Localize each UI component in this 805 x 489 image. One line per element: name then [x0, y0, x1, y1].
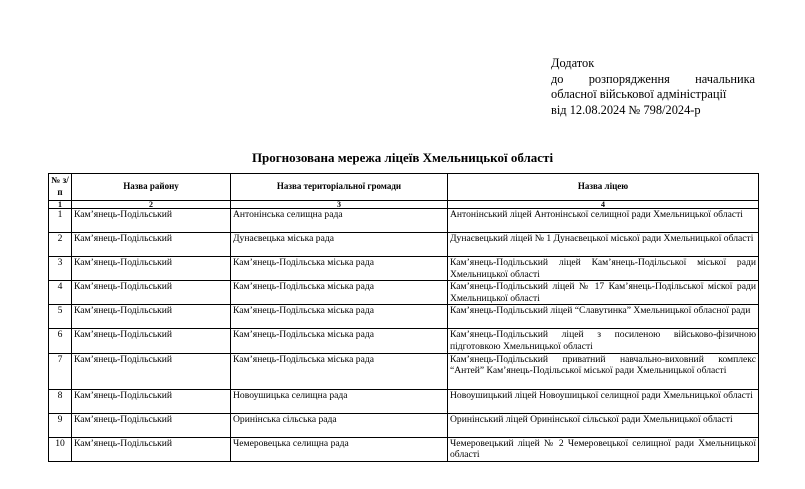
lyceum-cell: Дунаєвецький ліцей № 1 Дунаєвецької міської ради Хмельницької області	[448, 233, 759, 257]
district-cell: Кам’янець-Подільський	[72, 281, 231, 305]
column-number: 4	[448, 201, 759, 209]
row-number: 7	[49, 353, 72, 389]
community-cell: Кам’янець-Подільська міська рада	[231, 305, 448, 329]
row-number: 1	[49, 209, 72, 233]
table-row	[49, 233, 759, 257]
community-cell: Кам’янець-Подільська міська рада	[231, 329, 448, 353]
table-row	[49, 305, 759, 329]
column-number: 2	[72, 201, 231, 209]
lyceum-cell: Кам’янець-Подільський ліцей “Славутинка” Хмельницької обласної ради	[448, 305, 759, 329]
community-cell: Кам’янець-Подільська міська рада	[231, 281, 448, 305]
lyceum-cell: Кам’янець-Подільський ліцей Кам’янець-Подільської міської ради Хмельницької області	[448, 257, 759, 281]
community-cell: Кам’янець-Подільська міська рада	[231, 353, 448, 389]
table-row	[49, 281, 759, 305]
annex-line: до розпорядження начальника	[551, 71, 755, 86]
header-lyceum: Назва ліцею	[448, 174, 759, 201]
district-cell: Кам’янець-Подільський	[72, 305, 231, 329]
document-title: Прогнозована мережа ліцеїв Хмельницької області	[251, 150, 554, 165]
column-number: 1	[49, 201, 72, 209]
table-row	[49, 329, 759, 353]
row-number: 8	[49, 389, 72, 413]
lyceum-cell: Новоушицький ліцей Новоушицької селищної ради Хмельницької області	[448, 389, 759, 413]
header-community: Назва територіальної громади	[231, 174, 448, 201]
row-number: 6	[49, 329, 72, 353]
lyceum-table	[48, 173, 759, 462]
table-row	[49, 437, 759, 461]
annex-title: Додаток	[551, 56, 595, 70]
lyceum-cell: Оринінський ліцей Оринінської сільської ради Хмельницької області	[448, 413, 759, 437]
community-cell: Чемеровецька селищна рада	[231, 437, 448, 461]
district-cell: Кам’янець-Подільський	[72, 353, 231, 389]
row-number: 3	[49, 257, 72, 281]
table-row	[49, 257, 759, 281]
district-cell: Кам’янець-Подільський	[72, 257, 231, 281]
row-number: 2	[49, 233, 72, 257]
header-number: № з/п	[49, 174, 72, 201]
district-cell: Кам’янець-Подільський	[72, 233, 231, 257]
row-number: 4	[49, 281, 72, 305]
lyceum-cell: Кам’янець-Подільський ліцей з посиленою військово-фізичною підготовкою Хмельницької області	[448, 329, 759, 353]
community-cell: Новоушицька селищна рада	[231, 389, 448, 413]
district-cell: Кам’янець-Подільський	[72, 329, 231, 353]
annex-block	[551, 56, 755, 118]
community-cell: Кам’янець-Подільська міська рада	[231, 257, 448, 281]
table-row	[49, 209, 759, 233]
row-number: 10	[49, 437, 72, 461]
district-cell: Кам’янець-Подільський	[72, 437, 231, 461]
table-row	[49, 389, 759, 413]
district-cell: Кам’янець-Подільський	[72, 389, 231, 413]
table-row	[49, 413, 759, 437]
lyceum-cell: Антонінський ліцей Антонінської селищної ради Хмельницької області	[448, 209, 759, 233]
annex-line: обласної військової адміністрації	[551, 87, 727, 101]
header-district: Назва району	[72, 174, 231, 201]
column-number: 3	[231, 201, 448, 209]
lyceum-cell: Кам’янець-Подільський приватний навчально-виховний комплекс “Антей” Кам’янець-Подільської міської ради Хмельницької області	[448, 353, 759, 389]
community-cell: Дунаєвецька міська рада	[231, 233, 448, 257]
community-cell: Антонінська селищна рада	[231, 209, 448, 233]
lyceum-cell: Чемеровецький ліцей № 2 Чемеровецької селищної ради Хмельницької області	[448, 437, 759, 461]
district-cell: Кам’янець-Подільський	[72, 209, 231, 233]
table-row	[49, 353, 759, 389]
row-number: 9	[49, 413, 72, 437]
column-number-row	[49, 201, 759, 209]
community-cell: Оринінська сільська рада	[231, 413, 448, 437]
district-cell: Кам’янець-Подільський	[72, 413, 231, 437]
table-header-row	[49, 174, 759, 201]
lyceum-cell: Кам’янець-Подільський ліцей № 17 Кам’янець-Подільської міскої ради Хмельницької області	[448, 281, 759, 305]
row-number: 5	[49, 305, 72, 329]
annex-date-number: від 12.08.2024 № 798/2024-р	[551, 102, 701, 117]
